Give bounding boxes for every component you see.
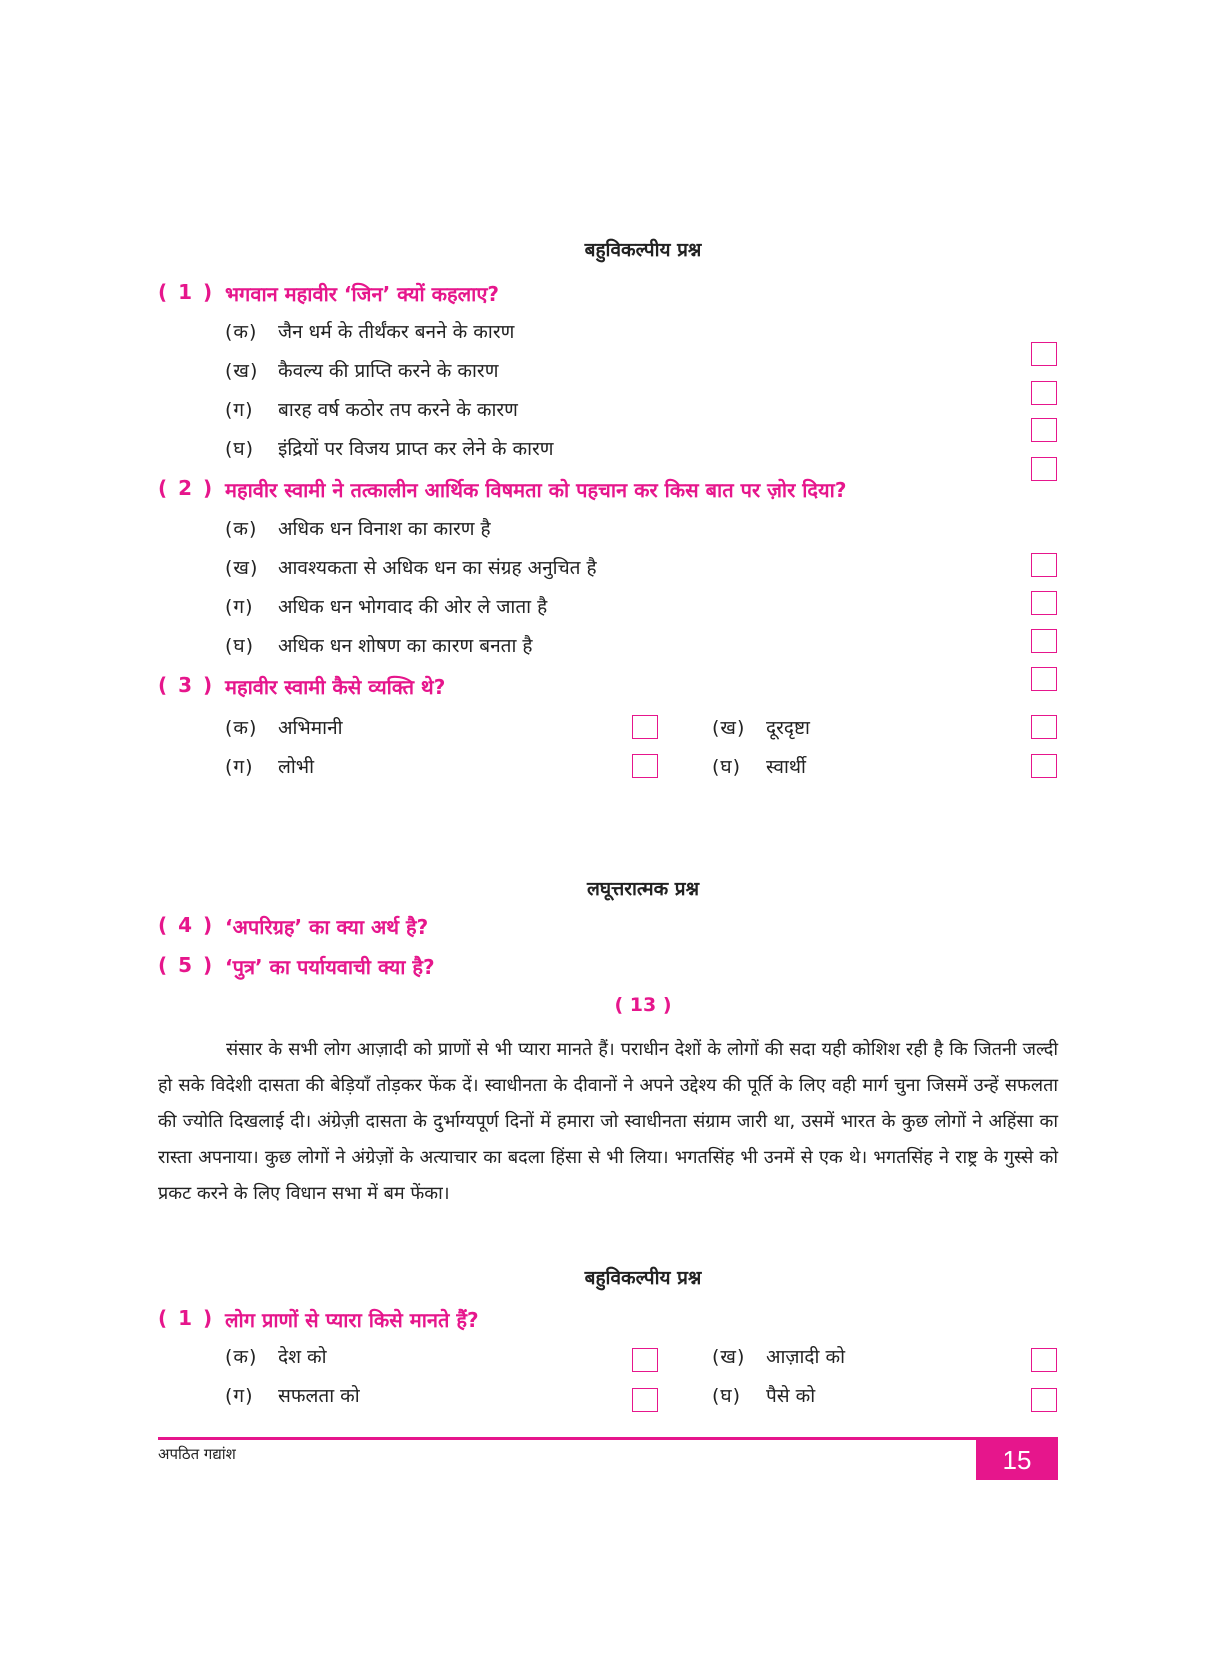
option-text: अधिक धन भोगवाद की ओर ले जाता है — [278, 596, 548, 618]
option-label: (घ) — [225, 438, 255, 460]
option-text: स्वार्थी — [766, 756, 806, 778]
question-text: महावीर स्वामी कैसे व्यक्ति थे? — [225, 675, 446, 699]
option-label: (क) — [225, 1346, 258, 1368]
option-label: (घ) — [225, 635, 255, 657]
answer-checkbox[interactable] — [1031, 342, 1057, 366]
question-number: ( 4 ) — [158, 913, 215, 937]
section-heading-mcq: बहुविकल्पीय प्रश्न — [584, 1267, 702, 1289]
answer-checkbox[interactable] — [1031, 553, 1057, 577]
question-number: ( 2 ) — [158, 476, 215, 500]
question-number: ( 3 ) — [158, 673, 215, 697]
question-number: ( 5 ) — [158, 953, 215, 977]
page-number: 15 — [976, 1440, 1058, 1480]
option-text: सफलता को — [278, 1385, 360, 1407]
option-text: जैन धर्म के तीर्थंकर बनने के कारण — [278, 321, 515, 343]
option-label: (ग) — [225, 399, 254, 421]
question-text: महावीर स्वामी ने तत्कालीन आर्थिक विषमता को पहचान कर किस बात पर ज़ोर दिया? — [225, 478, 847, 502]
option-label: (ग) — [225, 596, 254, 618]
option-text: इंद्रियों पर विजय प्राप्त कर लेने के कारण — [278, 438, 554, 460]
question-text: लोग प्राणों से प्यारा किसे मानते हैं? — [225, 1308, 479, 1332]
question-text: ‘अपरिग्रह’ का क्या अर्थ है? — [225, 915, 429, 939]
option-text: अभिमानी — [278, 717, 343, 739]
passage-number: ( 13 ) — [614, 994, 672, 1016]
passage-text: संसार के सभी लोग आज़ादी को प्राणों से भी प्यारा मानते हैं। पराधीन देशों के लोगों की सदा यही कोशिश रही है कि जितनी जल्दी हो सके विदेशी दासता की बेड़ियाँ तोड़कर फेंक दें। स्वाधीनता के दीवानों ने अपने उद्देश्य की पूर्ति के लिए वही मार्ग चुना जिसमें उन्हें सफलता की ज्योति दिखलाई दी। अंग्रेज़ी दासता के दुर्भाग्यपूर्ण दिनों में हमारा जो स्वाधीनता संग्राम जारी था, उसमें भारत के कुछ लोगों ने अहिंसा का रास्ता अपनाया। कुछ लोगों ने अंग्रेज़ों के अत्याचार का बदला हिंसा से भी लिया। भगतसिंह भी उनमें से एक थे। भगतसिंह ने राष्ट्र के गुस्से को प्रकट करने के लिए विधान सभा में बम फेंका। — [158, 1039, 1058, 1204]
answer-checkbox[interactable] — [632, 715, 658, 739]
answer-checkbox[interactable] — [1031, 629, 1057, 653]
footer-title: अपठित गद्यांश — [158, 1445, 236, 1463]
option-label: (ख) — [712, 1346, 746, 1368]
question-number: ( 1 ) — [158, 280, 215, 304]
answer-checkbox[interactable] — [1031, 457, 1057, 481]
section-heading-mcq: बहुविकल्पीय प्रश्न — [584, 239, 702, 261]
option-label: (ग) — [225, 756, 254, 778]
answer-checkbox[interactable] — [632, 1388, 658, 1412]
option-label: (क) — [225, 518, 258, 540]
option-text: अधिक धन विनाश का कारण है — [278, 518, 491, 540]
answer-checkbox[interactable] — [1031, 591, 1057, 615]
option-label: (घ) — [712, 1385, 742, 1407]
option-text: आवश्यकता से अधिक धन का संग्रह अनुचित है — [278, 557, 597, 579]
option-text: अधिक धन शोषण का कारण बनता है — [278, 635, 533, 657]
answer-checkbox[interactable] — [1031, 754, 1057, 778]
section-heading-short-answer: लघूत्तरात्मक प्रश्न — [586, 878, 700, 900]
answer-checkbox[interactable] — [1031, 1348, 1057, 1372]
question-text: ‘पुत्र’ का पर्यायवाची क्या है? — [225, 955, 435, 979]
answer-checkbox[interactable] — [1031, 418, 1057, 442]
option-label: (क) — [225, 717, 258, 739]
option-text: बारह वर्ष कठोर तप करने के कारण — [278, 399, 518, 421]
answer-checkbox[interactable] — [1031, 381, 1057, 405]
answer-checkbox[interactable] — [632, 754, 658, 778]
option-text: पैसे को — [766, 1385, 816, 1407]
option-label: (ख) — [712, 717, 746, 739]
option-text: आज़ादी को — [766, 1346, 845, 1368]
option-text: देश को — [278, 1346, 327, 1368]
option-label: (ख) — [225, 557, 259, 579]
answer-checkbox[interactable] — [1031, 715, 1057, 739]
option-label: (ख) — [225, 360, 259, 382]
option-text: दूरदृष्टा — [766, 717, 810, 739]
option-text: कैवल्य की प्राप्ति करने के कारण — [278, 360, 499, 382]
option-label: (ग) — [225, 1385, 254, 1407]
answer-checkbox[interactable] — [632, 1348, 658, 1372]
answer-checkbox[interactable] — [1031, 1388, 1057, 1412]
answer-checkbox[interactable] — [1031, 667, 1057, 691]
option-text: लोभी — [278, 756, 315, 778]
option-label: (घ) — [712, 756, 742, 778]
question-number: ( 1 ) — [158, 1306, 215, 1330]
footer-divider — [158, 1437, 1058, 1440]
question-text: भगवान महावीर ‘जिन’ क्यों कहलाए? — [225, 282, 499, 306]
option-label: (क) — [225, 321, 258, 343]
